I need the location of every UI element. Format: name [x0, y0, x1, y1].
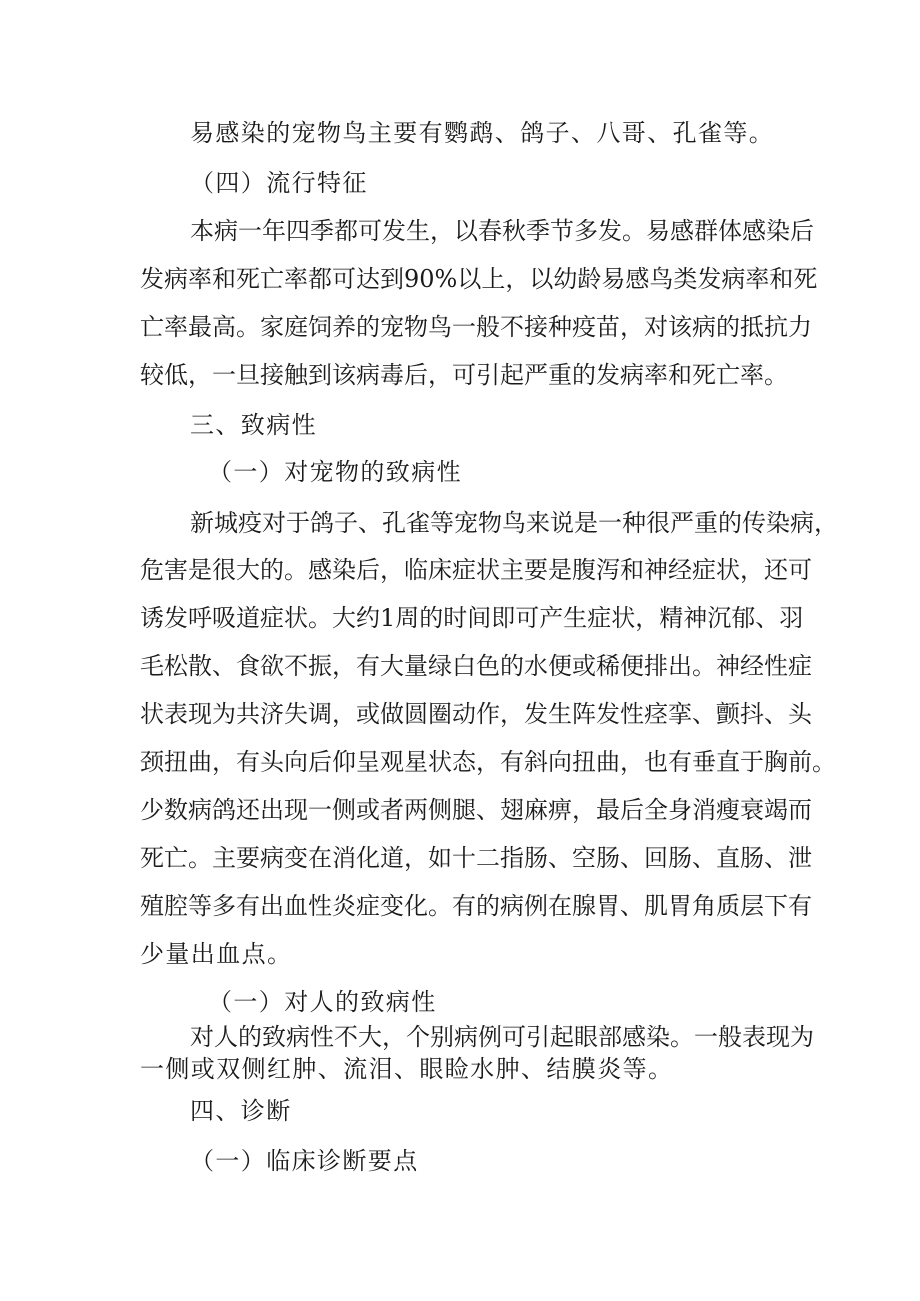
paragraph-pets-line-5: 状表现为共济失调，或做圆圈动作，发生阵发性痉挛、颤抖、头: [140, 700, 812, 728]
paragraph-pets-line-2: 危害是很大的。感染后，临床症状主要是腹泻和神经症状，还可: [140, 556, 812, 584]
heading-clinical-diagnosis: （一）临床诊断要点: [190, 1147, 419, 1175]
paragraph-epidemic-line-1: 本病一年四季都可发生，以春秋季节多发。易感群体感染后: [190, 217, 814, 245]
paragraph-pets-line-9: 殖腔等多有出血性炎症变化。有的病例在腺胃、肌胃角质层下有: [140, 892, 812, 920]
heading-diagnosis: 四、诊断: [190, 1097, 292, 1125]
paragraph-epidemic-line-2: 发病率和死亡率都可达到90%以上，以幼龄易感鸟类发病率和死: [140, 265, 818, 293]
paragraph-humans-line-1: 对人的致病性不大，个别病例可引起眼部感染。一般表现为: [190, 1023, 814, 1051]
paragraph-humans-line-2: 一侧或双侧红肿、流泪、眼睑水肿、结膜炎等。: [140, 1055, 674, 1083]
heading-pathogenicity: 三、致病性: [190, 411, 317, 439]
paragraph-pets-line-6: 颈扭曲，有头向后仰呈观星状态，有斜向扭曲，也有垂直于胸前。: [140, 748, 836, 776]
paragraph-pets-line-7: 少数病鸽还出现一侧或者两侧腿、翅麻痹，最后全身消瘦衰竭而: [140, 796, 812, 824]
heading-epidemic-features: （四）流行特征: [190, 169, 368, 197]
paragraph-pets-line-1: 新城疫对于鸽子、孔雀等宠物鸟来说是一种很严重的传染病，: [190, 509, 838, 537]
heading-pathogenicity-pets: （一）对宠物的致病性: [208, 458, 462, 486]
paragraph-pets-line-8: 死亡。主要病变在消化道，如十二指肠、空肠、回肠、直肠、泄: [140, 844, 812, 872]
paragraph-epidemic-line-4: 较低，一旦接触到该病毒后，可引起严重的发病率和死亡率。: [140, 361, 788, 389]
paragraph-pets-line-3: 诱发呼吸道症状。大约1周的时间即可产生症状，精神沉郁、羽: [140, 604, 804, 632]
heading-pathogenicity-humans: （一）对人的致病性: [208, 988, 437, 1016]
paragraph-pets-line-4: 毛松散、食欲不振，有大量绿白色的水便或稀便排出。神经性症: [140, 652, 812, 680]
paragraph-epidemic-line-3: 亡率最高。家庭饲养的宠物鸟一般不接种疫苗，对该病的抵抗力: [140, 313, 812, 341]
paragraph-susceptible-birds: 易感染的宠物鸟主要有鹦鹉、鸽子、八哥、孔雀等。: [190, 119, 775, 147]
paragraph-pets-line-10: 少量出血点。: [140, 940, 293, 968]
